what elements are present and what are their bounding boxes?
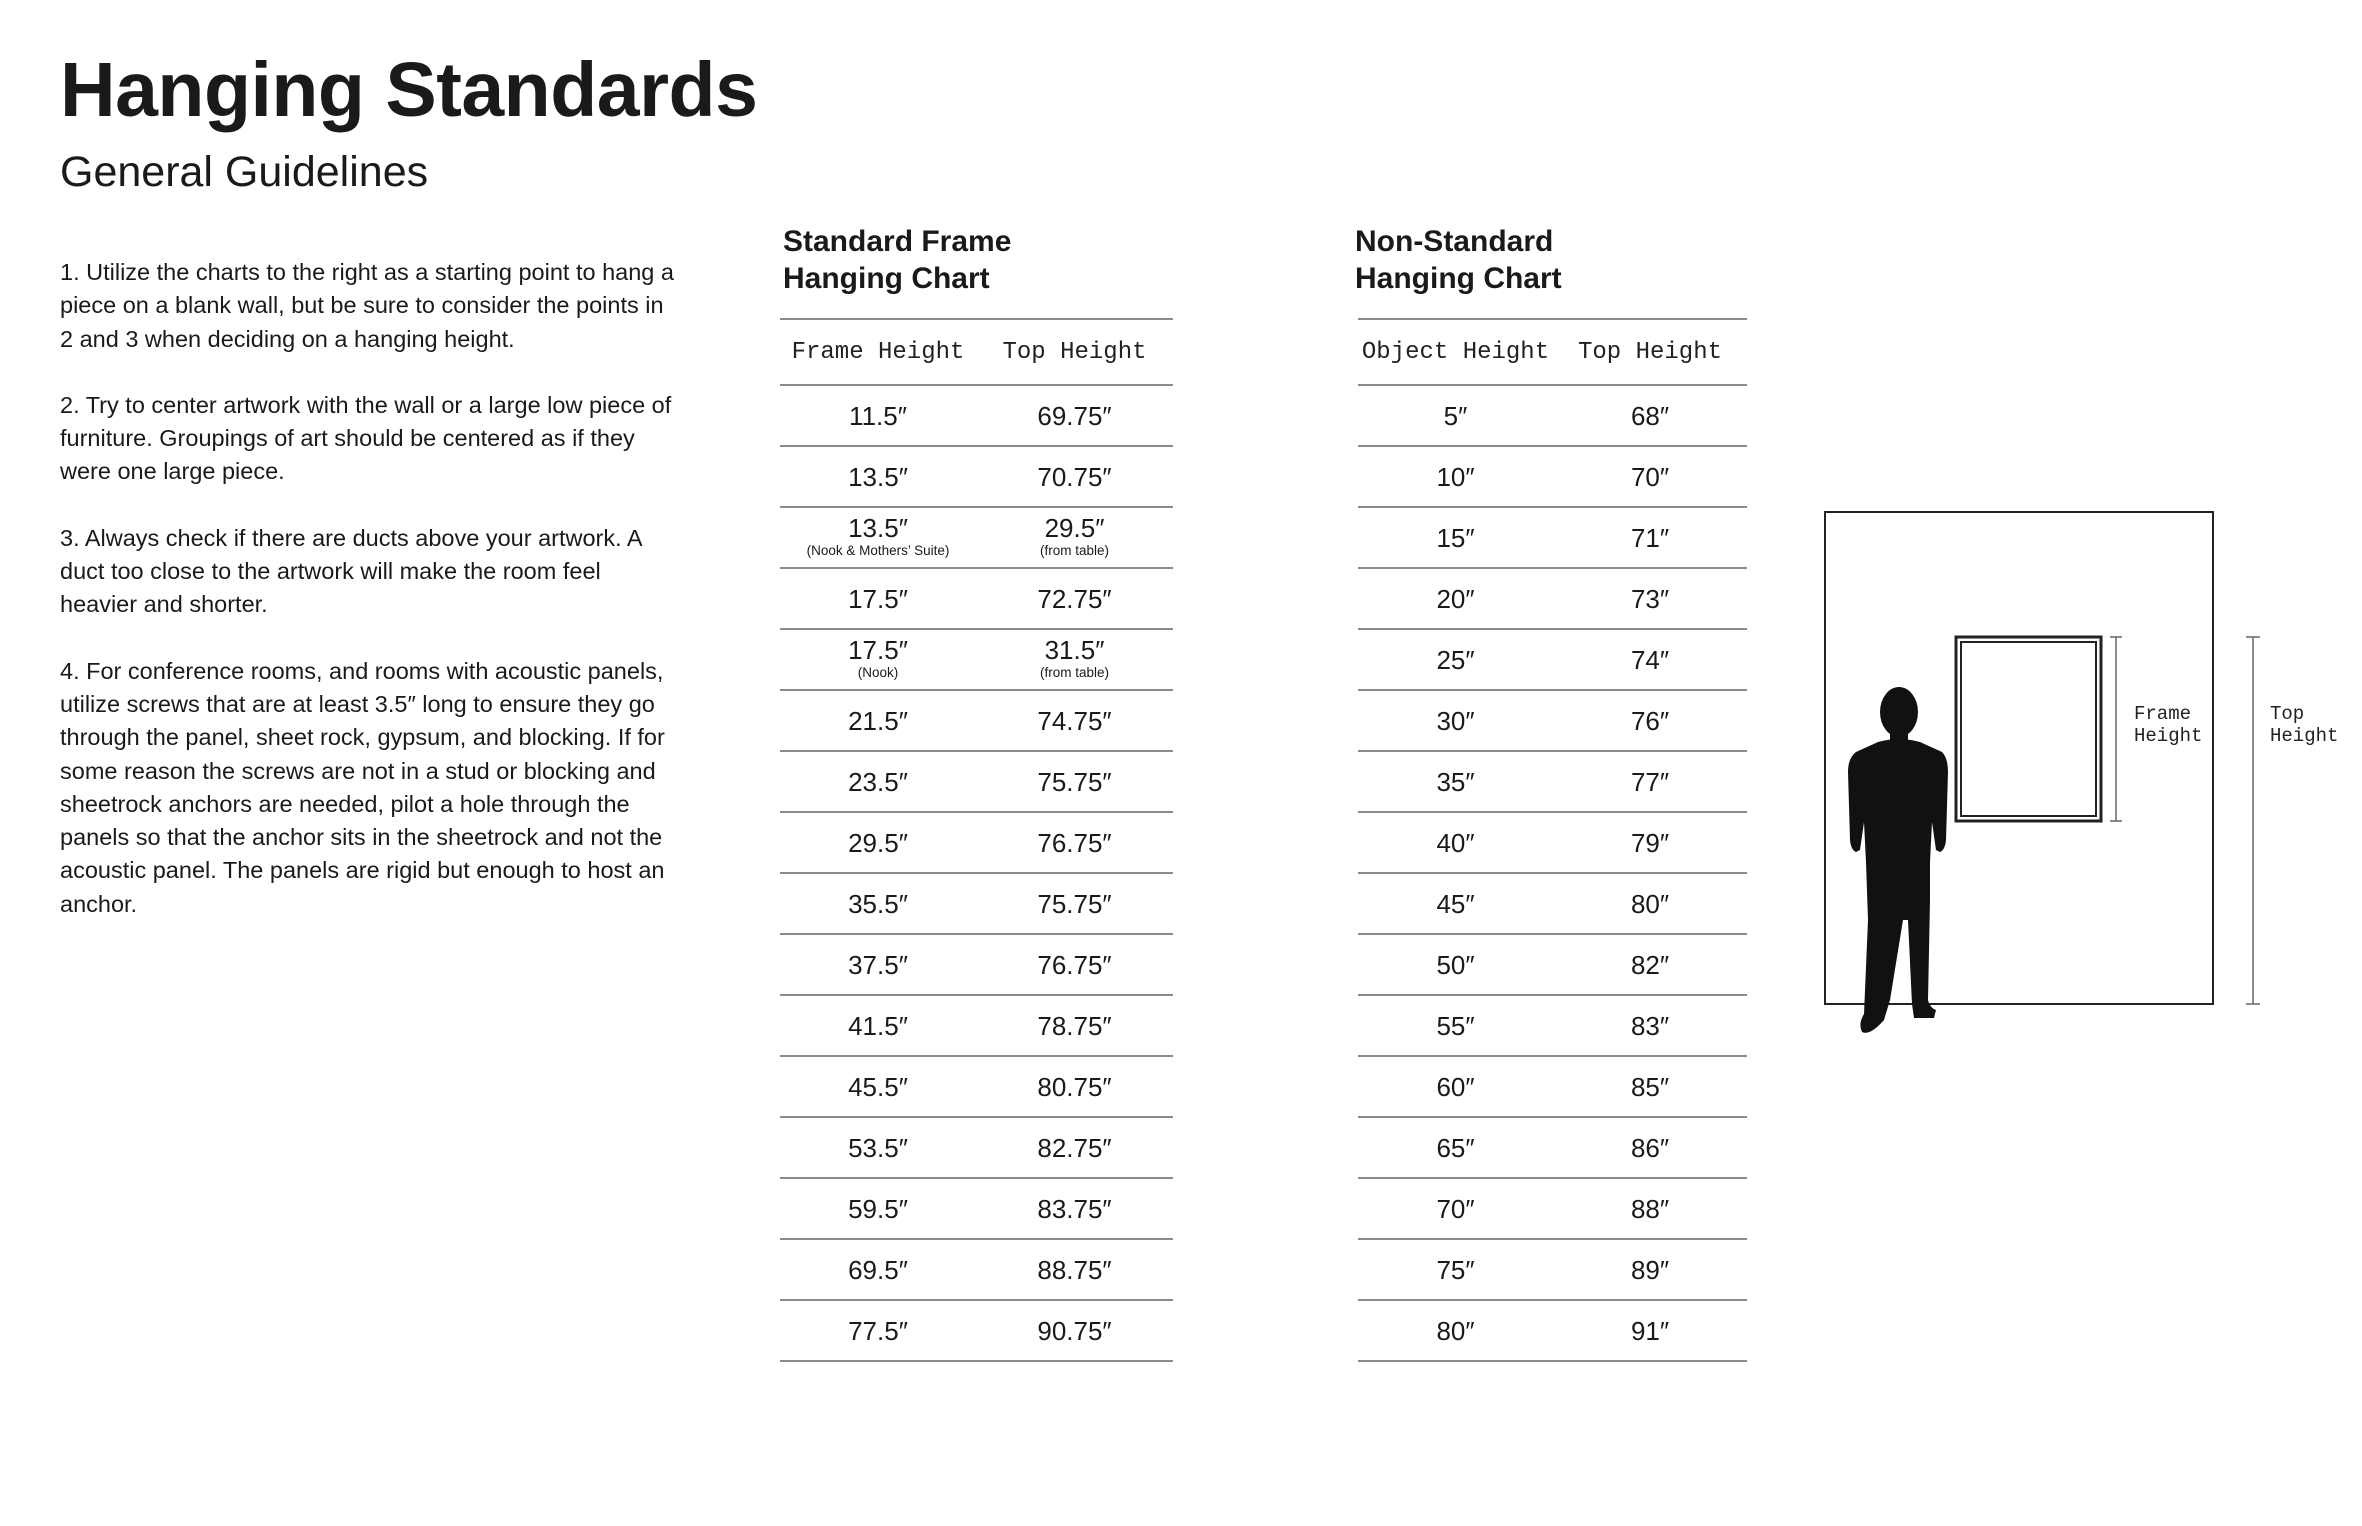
table-cell-top-height-value: 86″: [1630, 1132, 1670, 1163]
table-cell-top-height-value: 68″: [1630, 400, 1670, 431]
table-cell-height-value: 80″: [1436, 1315, 1475, 1346]
table-cell-height-value: 59.5″: [848, 1193, 908, 1224]
table-cell-top-height-value: 72.75″: [1037, 583, 1112, 614]
frame-height-label-line1: Frame: [2134, 703, 2192, 725]
table-cell-height-value: 11.5″: [849, 400, 907, 431]
table-cell-top-height-value: 31.5″: [1044, 634, 1105, 665]
table-cell-height-value: 60″: [1436, 1071, 1475, 1102]
table-cell-top-height-value: 78.75″: [1037, 1010, 1112, 1041]
table-cell-top-height-value: 76.75″: [1037, 949, 1112, 980]
guideline-3: 3. Always check if there are ducts above your artwork. A duct too close to the artwork will make the room feel heavier and shorter.: [60, 524, 642, 618]
person-silhouette-icon: [1848, 687, 1948, 1033]
table-cell-height-note: (Nook): [857, 664, 899, 680]
table-cell-height-value: 21.5″: [848, 705, 908, 736]
table-cell-height-value: 23.5″: [848, 766, 908, 797]
nonstandard-chart-heading-line1: Non-Standard: [1355, 225, 1554, 258]
table-cell-height-value: 13.5″: [848, 512, 908, 543]
table-cell-top-height-value: 90.75″: [1037, 1315, 1112, 1346]
table-cell-top-height-value: 77″: [1630, 766, 1670, 797]
table-cell-height-value: 55″: [1436, 1010, 1475, 1041]
table-cell-top-height-value: 79″: [1630, 827, 1670, 858]
table-cell-height-value: 35.5″: [848, 888, 908, 919]
table-cell-height-value: 70″: [1436, 1193, 1475, 1224]
table-cell-top-height-value: 70.75″: [1037, 461, 1112, 492]
table-cell-top-height-value: 88.75″: [1037, 1254, 1112, 1285]
column-header-top-height: Top Height: [1002, 338, 1147, 366]
table-cell-top-height-value: 74″: [1630, 644, 1670, 675]
page-title: Hanging Standards: [60, 47, 758, 133]
table-cell-top-height-value: 71″: [1630, 522, 1670, 553]
table-cell-height-value: 25″: [1436, 644, 1475, 675]
table-cell-top-height-value: 83″: [1630, 1010, 1670, 1041]
table-cell-top-height-value: 76″: [1630, 705, 1670, 736]
nonstandard-chart-heading-line2: Hanging Chart: [1355, 262, 1562, 295]
guideline-1: 1. Utilize the charts to the right as a starting point to hang a piece on a blank wall, but be sure to consider the points in 2 and 3 when deciding on a hanging height.: [60, 259, 674, 352]
table-cell-top-height-value: 76.75″: [1037, 827, 1112, 858]
table-cell-top-height-value: 75.75″: [1037, 888, 1112, 919]
table-cell-height-value: 45″: [1436, 888, 1475, 919]
table-cell-height-value: 41.5″: [848, 1010, 908, 1041]
table-cell-height-value: 50″: [1436, 949, 1475, 980]
guideline-2: 2. Try to center artwork with the wall or a large low piece of furniture. Groupings of art should be centered as if they were one large piece.: [60, 391, 672, 485]
table-cell-height-value: 65″: [1436, 1132, 1475, 1163]
table-cell-top-height-value: 74.75″: [1037, 705, 1112, 736]
table-cell-height-note: (Nook & Mothers’ Suite): [806, 542, 950, 558]
table-cell-height-value: 35″: [1436, 766, 1475, 797]
table-cell-height-value: 17.5″: [848, 634, 908, 665]
table-cell-height-value: 17.5″: [848, 583, 908, 614]
table-cell-height-value: 53.5″: [848, 1132, 908, 1163]
table-cell-top-height-value: 75.75″: [1037, 766, 1112, 797]
page-subtitle: General Guidelines: [60, 148, 429, 196]
table-cell-height-value: 29.5″: [848, 827, 908, 858]
table-cell-height-value: 10″: [1436, 461, 1475, 492]
table-cell-top-height-value: 29.5″: [1044, 512, 1105, 543]
column-header-frame-height: Frame Height: [791, 338, 965, 366]
table-cell-height-value: 13.5″: [848, 461, 908, 492]
table-cell-top-height-value: 82.75″: [1037, 1132, 1112, 1163]
table-cell-height-value: 37.5″: [848, 949, 908, 980]
table-cell-top-height-value: 69.75″: [1037, 400, 1112, 431]
table-cell-height-value: 15″: [1436, 522, 1475, 553]
column-header-top-height: Top Height: [1577, 338, 1723, 366]
table-cell-top-height-value: 89″: [1630, 1254, 1670, 1285]
frame-height-label-line2: Height: [2134, 725, 2203, 747]
table-cell-height-value: 77.5″: [848, 1315, 908, 1346]
guideline-4: 4. For conference rooms, and rooms with acoustic panels, utilize screws that are at least 3.5″ long to ensure they go through the panel, sheet rock, gypsum, and blocking. If for some reason the screws are not in a stud or blocking and sheetrock anchors are needed, pilot a hole through the panels so that the anchor sits in the sheetrock and not the acoustic panel. The panels are rigid but enough to host an anchor.: [60, 657, 665, 917]
standard-chart-heading-line1: Standard Frame: [783, 225, 1012, 258]
standard-chart-heading-line2: Hanging Chart: [783, 262, 990, 295]
table-cell-top-height-value: 88″: [1630, 1193, 1670, 1224]
table-cell-height-value: 20″: [1436, 583, 1475, 614]
table-cell-top-height-note: (from table): [1039, 542, 1110, 558]
table-cell-top-height-value: 70″: [1630, 461, 1670, 492]
table-cell-height-value: 40″: [1436, 827, 1475, 858]
artwork-frame-outer: [1956, 637, 2101, 821]
top-height-dimension: [2246, 637, 2260, 1004]
table-cell-top-height-value: 80.75″: [1037, 1071, 1112, 1102]
table-cell-height-value: 5″: [1443, 400, 1468, 431]
table-cell-top-height-value: 82″: [1630, 949, 1670, 980]
table-cell-height-value: 30″: [1436, 705, 1475, 736]
artwork-frame-inner: [1961, 642, 2096, 816]
top-height-label-line2: Height: [2270, 725, 2339, 747]
table-cell-top-height-note: (from table): [1039, 664, 1110, 680]
table-cell-top-height-value: 83.75″: [1037, 1193, 1112, 1224]
table-cell-height-value: 69.5″: [848, 1254, 908, 1285]
column-header-object-height: Object Height: [1361, 338, 1550, 366]
table-cell-height-value: 75″: [1436, 1254, 1475, 1285]
table-cell-top-height-value: 85″: [1630, 1071, 1670, 1102]
table-cell-height-value: 45.5″: [848, 1071, 908, 1102]
table-cell-top-height-value: 91″: [1630, 1315, 1670, 1346]
frame-height-dimension: [2110, 637, 2122, 821]
table-cell-top-height-value: 73″: [1630, 583, 1670, 614]
table-cell-top-height-value: 80″: [1630, 888, 1670, 919]
top-height-label-line1: Top: [2270, 703, 2305, 725]
